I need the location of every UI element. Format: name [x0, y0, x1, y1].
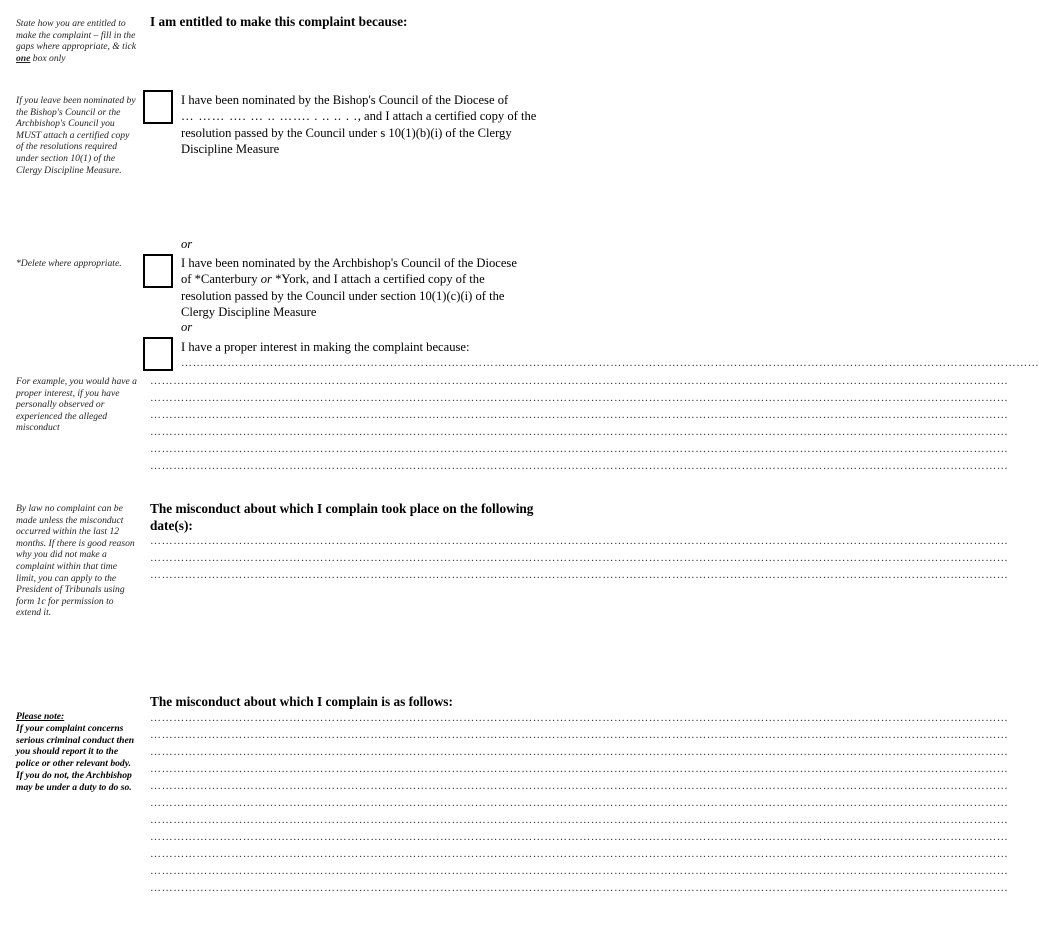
- archbishop-council-option: I have been nominated by the Archbishop's Council of the Diocese of *Canterbury or *York, and I attach a certified copy of the resolution passed by the Council under section 10(1)(c)(i) of the Clergy Discipline Measure: [181, 256, 517, 320]
- time-limit-note: By law no complaint can be made unless the misconduct occurred within the last 12 months. If there is good reason why you did not make a complaint within that time limit, you can apply to the President of Tribunals using form 1c for permission to extend it.: [16, 503, 135, 619]
- details-heading: The misconduct about which I complain is as follows:: [150, 694, 453, 709]
- interest-line-2[interactable]: ……………………………………………………………………………………………………………………………………………………………………………………………………: [150, 375, 1009, 387]
- details-line-6[interactable]: ……………………………………………………………………………………………………………………………………………………………………………………………………: [150, 797, 1009, 809]
- details-line-9[interactable]: ……………………………………………………………………………………………………………………………………………………………………………………………………: [150, 848, 1009, 860]
- details-line-7[interactable]: ……………………………………………………………………………………………………………………………………………………………………………………………………: [150, 814, 1009, 826]
- delete-note: *Delete where appropriate.: [16, 258, 122, 269]
- or-separator-1: or: [181, 237, 193, 251]
- or-separator-2: or: [181, 320, 193, 334]
- details-line-10[interactable]: ……………………………………………………………………………………………………………………………………………………………………………………………………: [150, 865, 1009, 877]
- bishop-council-checkbox[interactable]: [143, 90, 173, 124]
- entitlement-heading: I am entitled to make this complaint because:: [150, 14, 408, 29]
- dates-heading: The misconduct about which I complain took place on the following date(s):: [150, 501, 534, 533]
- please-note-title: Please note:: [16, 711, 65, 722]
- interest-note: For example, you would have a proper interest, if you have personally observed or experienced the alleged misconduct: [16, 376, 137, 434]
- interest-line-1[interactable]: ……………………………………………………………………………………………………………………………………………………………………………………………………: [181, 357, 1039, 369]
- dates-line-1[interactable]: ……………………………………………………………………………………………………………………………………………………………………………………………………: [150, 535, 1009, 547]
- interest-line-5[interactable]: ……………………………………………………………………………………………………………………………………………………………………………………………………: [150, 426, 1009, 438]
- nomination-note: If you leave been nominated by the Bishop's Council or the Archbishop's Council you MUST attach a certified copy of the resolutions required under section 10(1) of the Clergy Discipline Measure.: [16, 95, 136, 176]
- proper-interest-checkbox[interactable]: [143, 337, 173, 371]
- interest-line-3[interactable]: ……………………………………………………………………………………………………………………………………………………………………………………………………: [150, 392, 1009, 404]
- proper-interest-option: I have a proper interest in making the complaint because:: [181, 340, 470, 354]
- please-note-body: If your complaint concerns serious criminal conduct then you should report it to the police or other relevant body. If you do not, the Archbishop may be under a duty to do so.: [16, 723, 135, 793]
- entitled-note-emphasis: one: [16, 52, 31, 64]
- details-line-3[interactable]: ……………………………………………………………………………………………………………………………………………………………………………………………………: [150, 746, 1009, 758]
- archbishop-council-checkbox[interactable]: [143, 254, 173, 288]
- interest-line-6[interactable]: ……………………………………………………………………………………………………………………………………………………………………………………………………: [150, 443, 1009, 455]
- details-line-5[interactable]: ……………………………………………………………………………………………………………………………………………………………………………………………………: [150, 780, 1009, 792]
- details-line-4[interactable]: ……………………………………………………………………………………………………………………………………………………………………………………………………: [150, 763, 1009, 775]
- interest-line-7[interactable]: ……………………………………………………………………………………………………………………………………………………………………………………………………: [150, 460, 1009, 472]
- entitled-note: State how you are entitled to make the complaint – fill in the gaps where appropriate, & tick one box only: [16, 18, 136, 64]
- dates-line-3[interactable]: ……………………………………………………………………………………………………………………………………………………………………………………………………: [150, 569, 1009, 581]
- interest-line-4[interactable]: ……………………………………………………………………………………………………………………………………………………………………………………………………: [150, 409, 1009, 421]
- details-line-1[interactable]: ……………………………………………………………………………………………………………………………………………………………………………………………………: [150, 712, 1009, 724]
- details-line-8[interactable]: ……………………………………………………………………………………………………………………………………………………………………………………………………: [150, 831, 1009, 843]
- details-line-2[interactable]: ……………………………………………………………………………………………………………………………………………………………………………………………………: [150, 729, 1009, 741]
- details-line-11[interactable]: ……………………………………………………………………………………………………………………………………………………………………………………………………: [150, 882, 1009, 894]
- dates-line-2[interactable]: ……………………………………………………………………………………………………………………………………………………………………………………………………: [150, 552, 1009, 564]
- bishop-council-option: I have been nominated by the Bishop's Council of the Diocese of … …… …. … .. ……. . .. .. . ., and I attach a certified copy of the resolution passed by the Council under s 10(1)(b)(i) of the Clergy Discipline Measure: [181, 93, 537, 157]
